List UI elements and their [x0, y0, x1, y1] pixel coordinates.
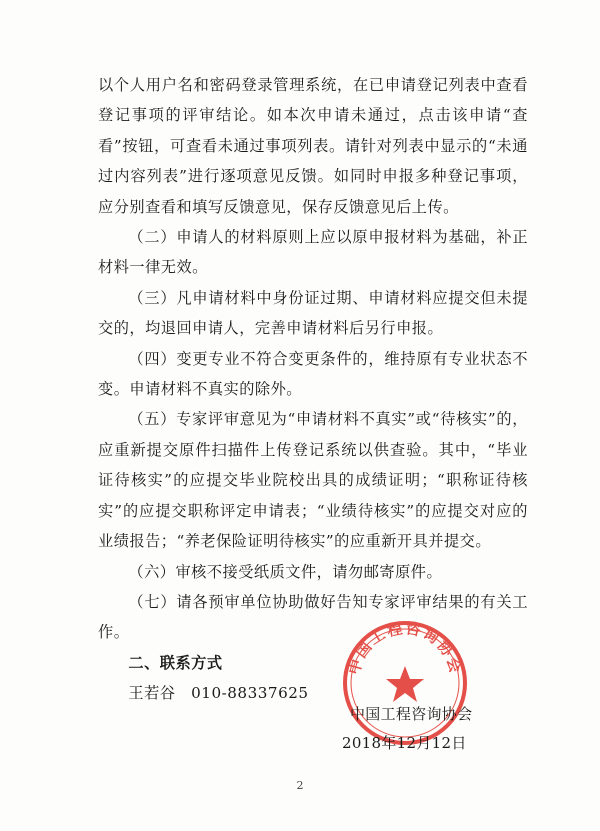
paragraph-7: （七）请各预审单位协助做好告知专家评审结果的有关工作。 — [98, 592, 528, 642]
signature-date: 2018年12月12日 — [342, 734, 467, 752]
paragraph-4: （四）变更专业不符合变更条件的，维持原有专业状态不变。申请材料不真实的除外。 — [98, 349, 528, 399]
seal-text: 中国工程咨询协会 — [344, 619, 466, 677]
body-text — [98, 70, 528, 709]
paragraph-3: （三）凡申请材料中身份证过期、申请材料应提交但未提交的，均退回申请人，完善申请材料后另行申报。 — [98, 288, 528, 338]
paragraph-1: 以个人用户名和密码登录管理系统，在已申请登记列表中查看登记事项的评审结论。如本次申请未通过，点击该申请“查看”按钮，可查看未通过事项列表。请针对列表中显示的“未通过内容列表”进行逐项意见反馈。如同时申报多种登记事项，应分别查看和填写反馈意见，保存反馈意见后上传。 — [98, 76, 528, 216]
section-heading-contact: 二、联系方式 — [128, 653, 223, 672]
official-seal-icon — [340, 618, 470, 748]
contact-line: 王若谷 010-88337625 — [128, 684, 309, 703]
paragraph-5: （五）专家评审意见为“申请材料不真实”或“待核实”的，应重新提交原件扫描件上传登记系统以供查验。其中，“毕业证待核实”的应提交毕业院校出具的成绩证明；“职称证待核实”的应提交职称评定申请表；“业绩待核实”的应提交对应的业绩报告；“养老保险证明待核实”的应重新开具并提交。 — [98, 410, 528, 551]
paragraph-2: （二）申请人的材料原则上应以原申报材料为基础，补正材料一律无效。 — [98, 228, 528, 277]
signature-org: 中国工程咨询协会 — [350, 705, 473, 723]
paragraph-6: （六）审核不接受纸质文件，请勿邮寄原件。 — [128, 562, 443, 581]
page-number: 2 — [296, 779, 304, 792]
